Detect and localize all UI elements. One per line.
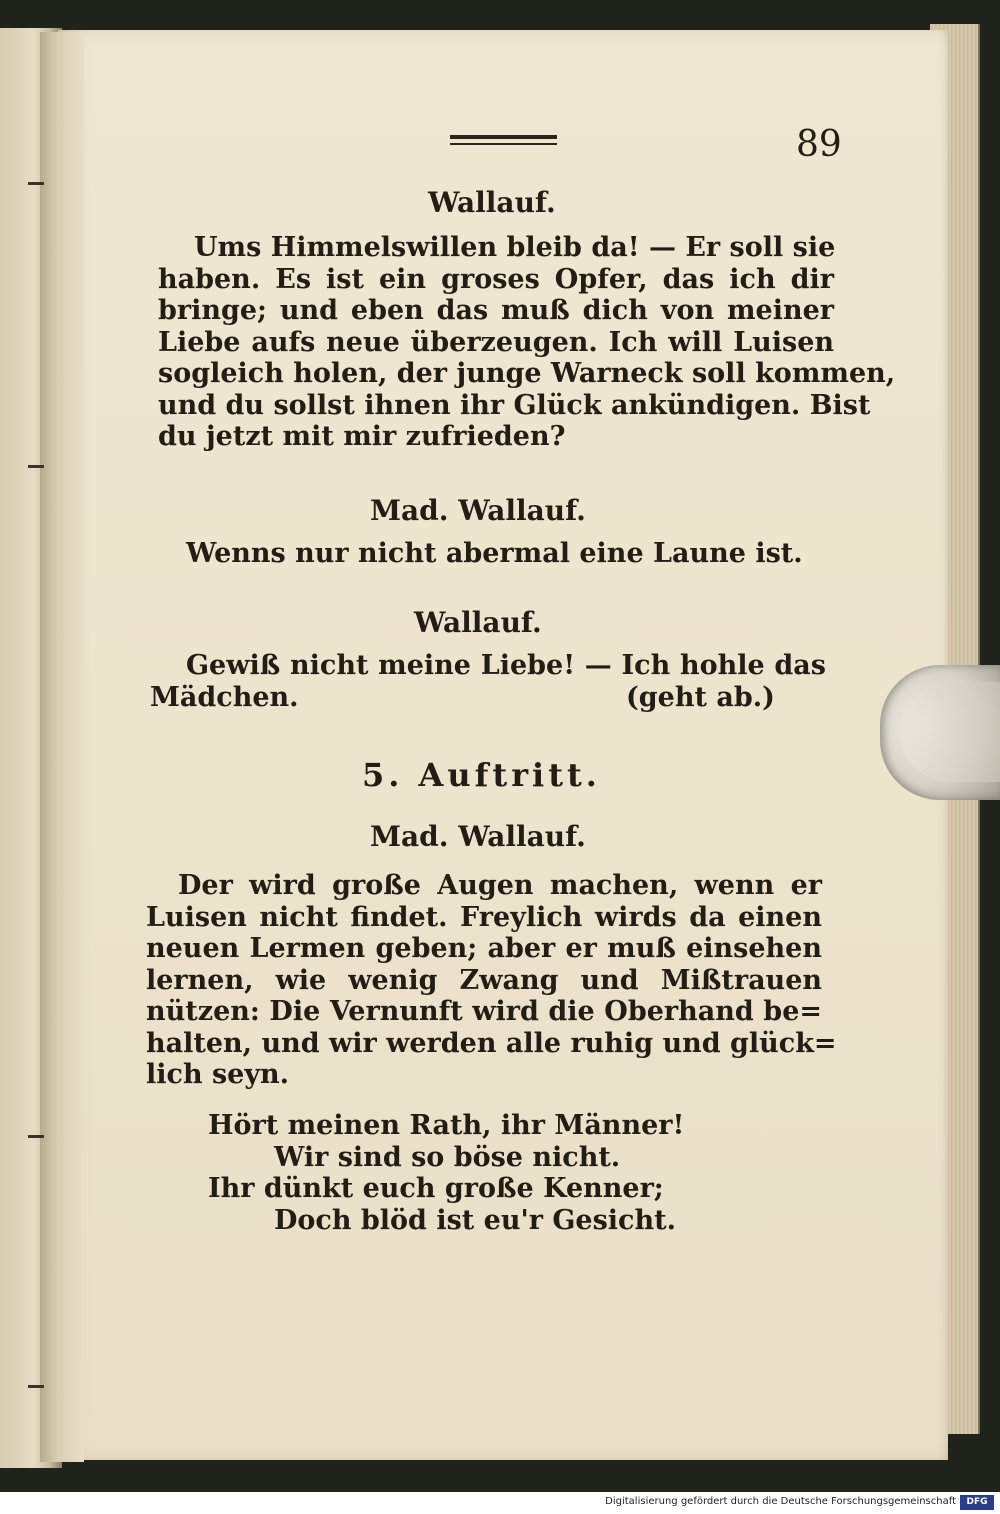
dfg-logo: DFG bbox=[960, 1495, 994, 1510]
verse-line: Hört meinen Rath, ihr Männer! bbox=[208, 1110, 685, 1141]
verse-line: Doch blöd ist eu'r Gesicht. bbox=[274, 1204, 676, 1236]
text-line-start: Mädchen. bbox=[150, 681, 299, 713]
page-number: 89 bbox=[796, 124, 842, 165]
text-line: Der wird große Augen machen, wenn er bbox=[178, 870, 822, 901]
header-rule-thin bbox=[450, 143, 557, 145]
text-line: Luisen nicht findet. Freylich wirds da einen bbox=[146, 901, 822, 933]
binding-stitch bbox=[28, 182, 44, 185]
stage-direction: (geht ab.) bbox=[626, 681, 775, 713]
text-line: sogleich holen, der junge Warneck soll kommen, bbox=[158, 358, 896, 389]
binding-stitch bbox=[28, 1385, 44, 1388]
text-line: Gewiß nicht meine Liebe! — Ich hohle das bbox=[186, 650, 826, 681]
text-line: haben. Es ist ein groses Opfer, das ich dir bbox=[158, 263, 834, 295]
binding-stitch bbox=[28, 465, 44, 468]
verse-line: Ihr dünkt euch große Kenner; bbox=[208, 1173, 664, 1204]
text-line: neuen Lermen geben; aber er muß einsehen bbox=[146, 933, 822, 964]
text-line: und du sollst ihnen ihr Glück ankündigen. Bist bbox=[158, 389, 871, 421]
text-line: Ums Himmelswillen bleib da! — Er soll sie bbox=[194, 232, 836, 263]
text-line: Wenns nur nicht abermal eine Laune ist. bbox=[186, 538, 803, 569]
speech-paragraph bbox=[146, 870, 837, 1091]
text-line bbox=[150, 682, 826, 714]
footer-bar bbox=[0, 1492, 1000, 1514]
text-line: lernen, wie wenig Zwang und Mißtrauen bbox=[146, 964, 822, 996]
text-line: Liebe aufs neue überzeugen. Ich will Luisen bbox=[158, 326, 834, 358]
text-line: halten, und wir werden alle ruhig und glück= bbox=[146, 1027, 837, 1059]
speaker-name: Wallauf. bbox=[414, 606, 542, 639]
header-rule bbox=[450, 135, 557, 139]
verse-line: Wir sind so böse nicht. bbox=[274, 1141, 621, 1173]
speech-paragraph bbox=[158, 232, 896, 453]
text-line: bringe; und eben das muß dich von meiner bbox=[158, 295, 834, 326]
speaker-name: Mad. Wallauf. bbox=[370, 494, 586, 527]
book-gutter bbox=[40, 32, 84, 1462]
funding-credit: Digitalisierung gefördert durch die Deutsche Forschungsgemeinschaft bbox=[605, 1496, 956, 1507]
speech-paragraph bbox=[150, 650, 826, 713]
speaker-name: Mad. Wallauf. bbox=[370, 820, 586, 853]
verse-stanza bbox=[208, 1110, 684, 1236]
speech-paragraph bbox=[186, 538, 803, 570]
text-line: nützen: Die Vernunft wird die Oberhand be= bbox=[146, 996, 822, 1027]
page-clip-highlight bbox=[900, 682, 1000, 782]
scene-heading: 5. Auftritt. bbox=[362, 756, 601, 794]
binding-stitch bbox=[28, 1135, 44, 1138]
text-line: lich seyn. bbox=[146, 1059, 290, 1090]
speaker-name: Wallauf. bbox=[428, 186, 556, 219]
text-line: du jetzt mit mir zufrieden? bbox=[158, 421, 566, 452]
